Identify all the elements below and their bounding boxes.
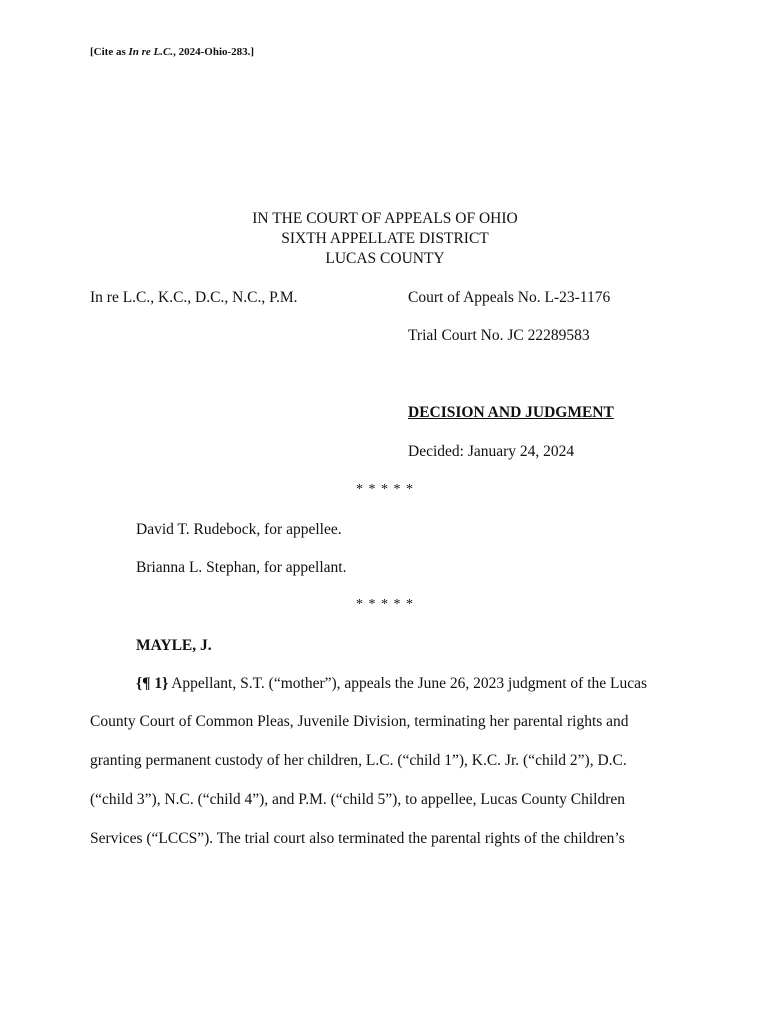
section-separator: * * * * *	[356, 597, 414, 612]
court-heading-line: SIXTH APPELLATE DISTRICT	[281, 230, 489, 247]
opinion-paragraph-line: County Court of Common Pleas, Juvenile Division, terminating her parental rights and	[90, 713, 629, 730]
citation-prefix: [Cite as	[90, 46, 129, 58]
paragraph-marker: {¶ 1}	[136, 675, 169, 692]
decided-date: Decided: January 24, 2024	[408, 443, 575, 460]
opinion-paragraph-line: granting permanent custody of her children, L.C. (“child 1”), K.C. Jr. (“child 2”), D.C.	[90, 752, 627, 769]
court-heading	[0, 209, 770, 269]
appeals-case-number: Court of Appeals No. L-23-1176	[408, 289, 611, 306]
citation-suffix: , 2024-Ohio-283.]	[173, 46, 255, 58]
counsel-appellant: Brianna L. Stephan, for appellant.	[136, 559, 347, 576]
court-heading-line: IN THE COURT OF APPEALS OF OHIO	[252, 210, 518, 227]
opinion-paragraph-line	[136, 674, 647, 694]
citation-header	[90, 46, 254, 58]
citation-case-name: In re L.C.	[128, 46, 174, 58]
counsel-appellee: David T. Rudebock, for appellee.	[136, 521, 342, 538]
opinion-paragraph-line: Services (“LCCS”). The trial court also terminated the parental rights of the children’s	[90, 830, 625, 847]
opinion-text: Appellant, S.T. (“mother”), appeals the June 26, 2023 judgment of the Lucas	[168, 675, 648, 692]
section-separator: * * * * *	[356, 482, 414, 497]
judge-name: MAYLE, J.	[136, 637, 212, 654]
opinion-paragraph-line: (“child 3”), N.C. (“child 4”), and P.M. (“child 5”), to appellee, Lucas County Children	[90, 791, 626, 808]
court-heading-line: LUCAS COUNTY	[325, 250, 445, 267]
trial-court-number: Trial Court No. JC 22289583	[408, 327, 590, 344]
case-caption: In re L.C., K.C., D.C., N.C., P.M.	[90, 289, 298, 306]
decision-title: DECISION AND JUDGMENT	[408, 404, 614, 421]
